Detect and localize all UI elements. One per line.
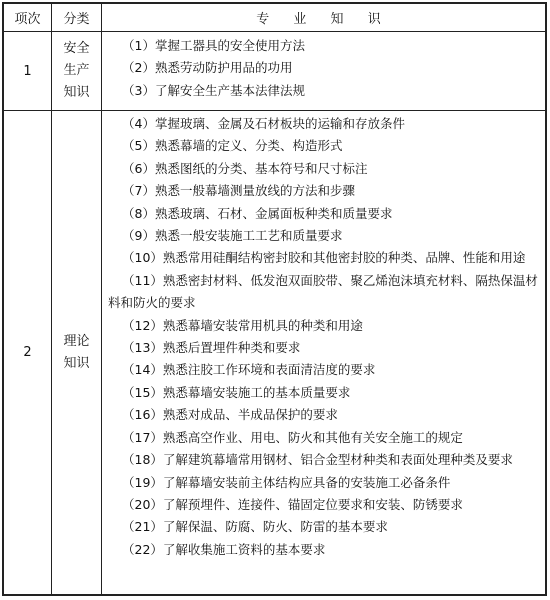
list-item: （14）熟悉注胶工作环境和表面清洁度的要求 [122, 362, 376, 378]
list-item: （8）熟悉玻璃、石材、金属面板种类和质量要求 [122, 205, 393, 221]
knowledge-table [2, 2, 547, 596]
category-line: 生产 [63, 63, 90, 78]
row-items [102, 111, 545, 594]
row-category [52, 32, 102, 110]
row-index: 1 [4, 32, 52, 110]
list-item: （7）熟悉一般幕墙测量放线的方法和步骤 [122, 183, 355, 199]
category-line: 知识 [63, 355, 90, 371]
row-index: 2 [4, 111, 52, 594]
list-item: （19）了解幕墙安装前主体结构应具备的安装施工必备条件 [122, 474, 451, 490]
list-item: （15）熟悉幕墙安装施工的基本质量要求 [122, 384, 351, 400]
list-item: （9）熟悉一般安装施工工艺和质量要求 [122, 228, 343, 244]
list-item: （21）了解保温、防腐、防火、防雷的基本要求 [122, 519, 388, 535]
list-item: （3）了解安全生产基本法律法规 [122, 82, 305, 98]
table-header-row [4, 4, 545, 32]
list-item: （6）熟悉图纸的分类、基本符号和尺寸标注 [122, 160, 368, 176]
list-item: （20）了解预埋件、连接件、锚固定位要求和安装、防锈要求 [122, 496, 463, 512]
header-content-label: 专 业 知 识 [256, 12, 391, 27]
list-item: （16）熟悉对成品、半成品保护的要求 [122, 407, 338, 423]
row-items [102, 32, 545, 110]
category-line: 知识 [63, 85, 90, 100]
header-category: 分类 [52, 4, 102, 31]
list-item: （4）掌握玻璃、金属及石材板块的运输和存放条件 [122, 116, 405, 131]
list-item: （5）熟悉幕墙的定义、分类、构造形式 [122, 138, 343, 154]
row-category [52, 111, 102, 594]
category-line: 理论 [63, 333, 90, 349]
list-item: （22）了解收集施工资料的基本要求 [122, 541, 326, 557]
list-item: （10）熟悉常用硅酮结构密封胶和其他密封胶的种类、品牌、性能和用途 [122, 250, 526, 266]
list-item: （18）了解建筑幕墙常用钢材、铝合金型材种类和表面处理种类及要求 [122, 452, 513, 468]
table-row [4, 111, 545, 594]
header-index: 项次 [4, 4, 52, 31]
list-item: （13）熟悉后置埋件种类和要求 [122, 340, 301, 356]
list-item: （11）熟悉密封材料、低发泡双面胶带、聚乙烯泡沫填充材料、隔热保温材料和防火的要求 [108, 272, 538, 311]
category-line: 安全 [63, 41, 90, 56]
list-item: （17）熟悉高空作业、用电、防火和其他有关安全施工的规定 [122, 429, 463, 445]
list-item: （1）掌握工器具的安全使用方法 [122, 38, 305, 53]
table-row [4, 32, 545, 111]
list-item: （12）熟悉幕墙安装常用机具的种类和用途 [122, 317, 363, 333]
header-content [102, 4, 545, 31]
list-item: （2）熟悉劳动防护用品的功用 [122, 60, 293, 76]
